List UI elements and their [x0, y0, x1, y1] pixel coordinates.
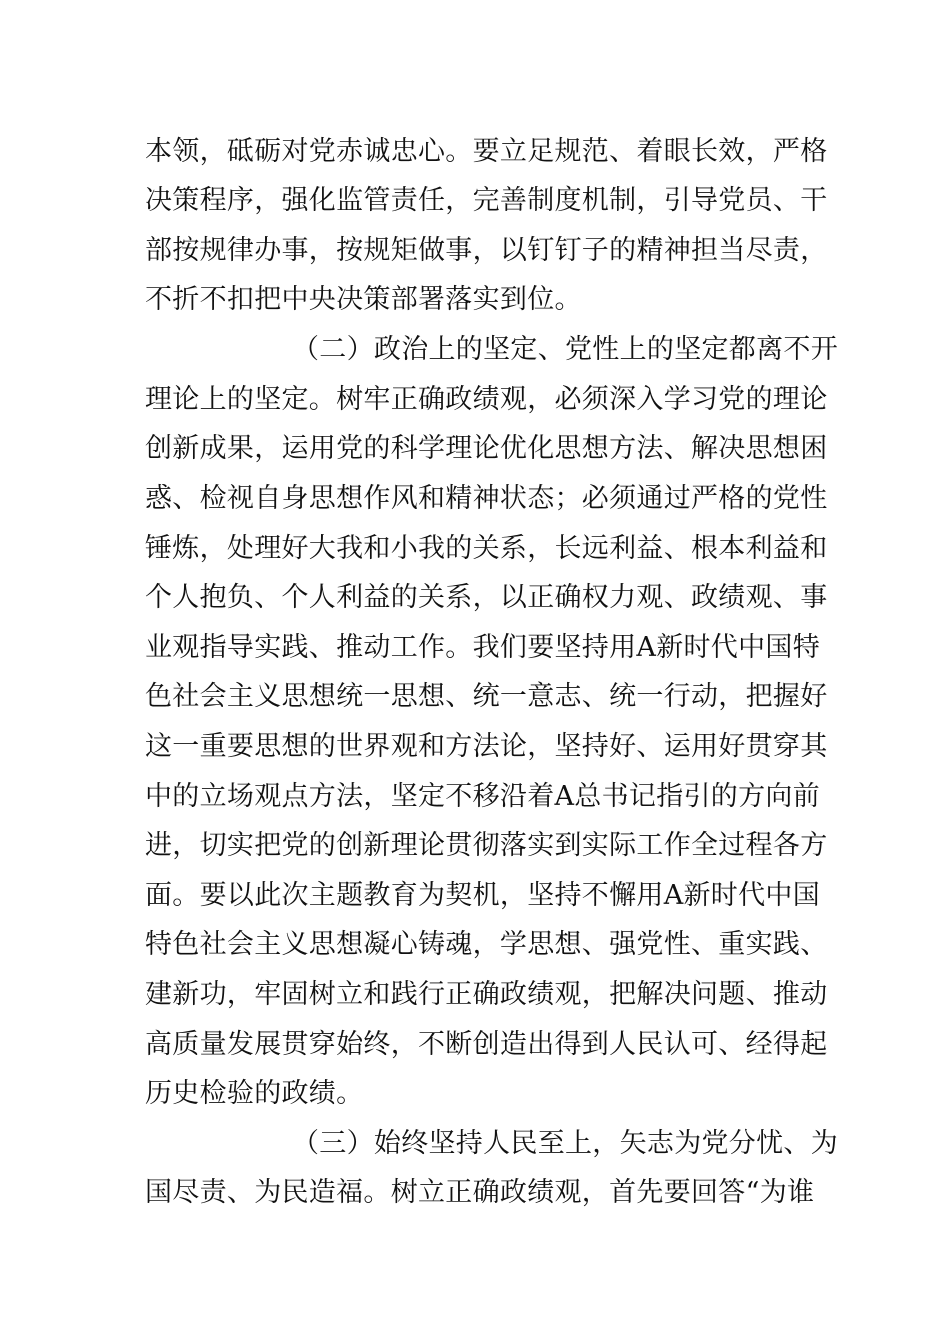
text-line: 面。要以此次主题教育为契机，坚持不懈用A新时代中国	[145, 880, 820, 911]
text-line: 这一重要思想的世界观和方法论，坚持好、运用好贯穿其	[145, 731, 828, 762]
section-heading-2: （二）政治上的坚定、党性上的坚定都离不开	[292, 334, 838, 365]
text-line: 锤炼，处理好大我和小我的关系，长远利益、根本利益和	[145, 533, 828, 564]
text-line: 部按规律办事，按规矩做事，以钉钉子的精神担当尽责，	[145, 235, 828, 266]
text-line: 业观指导实践、推动工作。我们要坚持用A新时代中国特	[145, 632, 820, 663]
text-line: 色社会主义思想统一思想、统一意志、统一行动，把握好	[145, 681, 828, 712]
text-line: 国尽责、为民造福。树立正确政绩观，首先要回答“为谁	[145, 1177, 815, 1208]
text-line: 惑、检视自身思想作风和精神状态；必须通过严格的党性	[145, 483, 828, 514]
text-line: 进，切实把党的创新理论贯彻落实到实际工作全过程各方	[145, 830, 828, 861]
text-line: 特色社会主义思想凝心铸魂，学思想、强党性、重实践、	[145, 929, 828, 960]
text-line: 建新功，牢固树立和践行正确政绩观，把解决问题、推动	[145, 979, 828, 1010]
text-line: 历史检验的政绩。	[145, 1078, 364, 1109]
text-line: 高质量发展贯穿始终，不断创造出得到人民认可、经得起	[145, 1029, 828, 1060]
text-line: 创新成果，运用党的科学理论优化思想方法、解决思想困	[145, 433, 828, 464]
section-heading-3: （三）始终坚持人民至上，矢志为党分忧、为	[292, 1128, 838, 1159]
text-line: 理论上的坚定。树牢正确政绩观，必须深入学习党的理论	[145, 384, 828, 415]
text-line: 本领，砥砺对党赤诚忠心。要立足规范、着眼长效，严格	[145, 136, 828, 167]
text-line: 不折不扣把中央决策部署落实到位。	[145, 284, 582, 315]
text-line: 决策程序，强化监管责任，完善制度机制，引导党员、干	[145, 185, 828, 216]
text-line: 个人抱负、个人利益的关系，以正确权力观、政绩观、事	[145, 582, 828, 613]
text-line: 中的立场观点方法，坚定不移沿着A总书记指引的方向前	[145, 781, 820, 812]
